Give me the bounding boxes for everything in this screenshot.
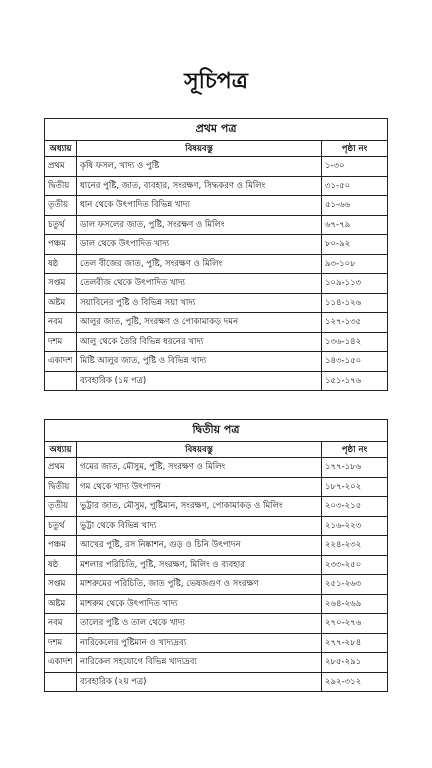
subject-cell: তেলবীজ থেকে উৎপাদিত খাদ্য xyxy=(77,274,322,294)
chapter-cell: দশম xyxy=(45,633,77,653)
table-row xyxy=(45,352,388,372)
page-range-cell: ২৫১-২৬৩ xyxy=(322,575,388,595)
subject-cell: ভুট্টার জাত, মৌসুম, পুষ্টিমান, সংরক্ষণ, পোকামাকড় ও মিলিং xyxy=(77,497,322,517)
subject-cell: আখের পুষ্টি, রস নিষ্কাশন, গুড় ও চিনি উৎপাদন xyxy=(77,536,322,556)
subject-cell: কৃষি ফসল, খাদ্য ও পুষ্টি xyxy=(77,157,322,177)
page-range-cell: ১৫১-১৭৬ xyxy=(322,371,388,391)
subject-cell: মশলার পরিচিতি, পুষ্টি, সংরক্ষণ, মিলিং ও ব্যবহার xyxy=(77,555,322,575)
table-row xyxy=(45,293,388,313)
subject-cell: নারিকেল সহযোগে বিভিন্ন খাদ্যদ্রব্য xyxy=(77,653,322,673)
chapter-column-header: অধ্যায় xyxy=(45,442,77,458)
subject-cell: আলুর জাত, পুষ্টি, সংরক্ষণ ও পোকামাকড় দমন xyxy=(77,313,322,333)
chapter-cell: চতুর্থ xyxy=(45,215,77,235)
table-row xyxy=(45,157,388,177)
page-range-cell: ২৭০-২৭৬ xyxy=(322,614,388,634)
table-row xyxy=(45,575,388,595)
page-range-cell: ১২৭-১৩৫ xyxy=(322,313,388,333)
subject-cell: ভুট্টা থেকে বিভিন্ন খাদ্য xyxy=(77,516,322,536)
page-range-cell: ২৭৭-২৮৪ xyxy=(322,633,388,653)
page-column-header: পৃষ্ঠা নং xyxy=(322,141,388,157)
subject-cell: তালের পুষ্টি ও তাল থেকে খাদ্য xyxy=(77,614,322,634)
subject-cell: আলু থেকে তৈরি বিভিন্ন ধরনের খাদ্য xyxy=(77,332,322,352)
chapter-column-header: অধ্যায় xyxy=(45,141,77,157)
toc-table-part-2 xyxy=(44,419,388,692)
table-row xyxy=(45,633,388,653)
part-title: দ্বিতীয় পত্র xyxy=(45,420,388,442)
subject-cell: সয়াবিনের পুষ্টি ও বিভিন্ন সয়া খাদ্য xyxy=(77,293,322,313)
chapter-cell xyxy=(45,371,77,391)
chapter-cell: একাদশ xyxy=(45,653,77,673)
page-range-cell: ৯৩-১০৮ xyxy=(322,254,388,274)
subject-cell: গমের জাত, মৌসুম, পুষ্টি, সংরক্ষণ ও মিলিং xyxy=(77,458,322,478)
part-header-row xyxy=(45,119,388,141)
table-row xyxy=(45,536,388,556)
column-header-row xyxy=(45,141,388,157)
table-row xyxy=(45,371,388,391)
chapter-cell: ষষ্ঠ xyxy=(45,555,77,575)
page-range-cell: ২০৩-২১৫ xyxy=(322,497,388,517)
table-row xyxy=(45,254,388,274)
page-title: সূচিপত্র xyxy=(184,69,248,94)
subject-cell: ডাল থেকে উৎপাদিত খাদ্য xyxy=(77,235,322,255)
page-range-cell: ৬৭-৭৯ xyxy=(322,215,388,235)
page-range-cell: ৩১-৫০ xyxy=(322,176,388,196)
page-range-cell: ১৮৭-২০২ xyxy=(322,477,388,497)
table-row xyxy=(45,313,388,333)
page-range-cell: ১১৪-১২৬ xyxy=(322,293,388,313)
table-row xyxy=(45,497,388,517)
subject-cell: মাশরুমের পরিচিতি, জাত পুষ্টি, ভেষজগুণ ও সংরক্ষণ xyxy=(77,575,322,595)
table-row xyxy=(45,614,388,634)
table-row xyxy=(45,555,388,575)
chapter-cell: ষষ্ঠ xyxy=(45,254,77,274)
chapter-cell: একাদশ xyxy=(45,352,77,372)
subject-cell: তেল বীজের জাত, পুষ্টি, সংরক্ষণ ও মিলিং xyxy=(77,254,322,274)
chapter-cell: নবম xyxy=(45,313,77,333)
subject-cell: ধান থেকে উৎপাদিত বিভিন্ন খাদ্য xyxy=(77,196,322,216)
page-range-cell: ১৩৬-১৪২ xyxy=(322,332,388,352)
column-header-row xyxy=(45,442,388,458)
chapter-cell: প্রথম xyxy=(45,157,77,177)
subject-cell: ব্যবহারিক (১ম পত্র) xyxy=(77,371,322,391)
page-range-cell: ২১৬-২২৩ xyxy=(322,516,388,536)
page-range-cell: ১৭৭-১৮৬ xyxy=(322,458,388,478)
table-row xyxy=(45,516,388,536)
chapter-cell: দ্বিতীয় xyxy=(45,176,77,196)
subject-cell: মাশরুম থেকে উৎপাদিত খাদ্য xyxy=(77,594,322,614)
subject-cell: ব্যবহারিক (২য় পত্র) xyxy=(77,672,322,692)
table-row xyxy=(45,594,388,614)
part-title: প্রথম পত্র xyxy=(45,119,388,141)
page-range-cell: ২২৪-২৩২ xyxy=(322,536,388,556)
subject-column-header: বিষয়বস্তু xyxy=(77,442,322,458)
page-range-cell: ২৮৫-২৯১ xyxy=(322,653,388,673)
chapter-cell: সপ্তম xyxy=(45,575,77,595)
table-row xyxy=(45,332,388,352)
subject-cell: গম থেকে খাদ্য উৎপাদন xyxy=(77,477,322,497)
chapter-cell: সপ্তম xyxy=(45,274,77,294)
subject-cell: নারিকেলের পুষ্টিমান ও খাদ্যদ্রব্য xyxy=(77,633,322,653)
chapter-cell: প্রথম xyxy=(45,458,77,478)
table-row xyxy=(45,653,388,673)
table-row xyxy=(45,458,388,478)
table-row xyxy=(45,176,388,196)
table-row xyxy=(45,274,388,294)
part-header-row xyxy=(45,420,388,442)
page-range-cell: ২৯২-৩১২ xyxy=(322,672,388,692)
chapter-cell: দশম xyxy=(45,332,77,352)
chapter-cell xyxy=(45,672,77,692)
subject-column-header: বিষয়বস্তু xyxy=(77,141,322,157)
chapter-cell: পঞ্চম xyxy=(45,235,77,255)
page-range-cell: ২৩৩-২৫০ xyxy=(322,555,388,575)
page-range-cell: ৮০-৯২ xyxy=(322,235,388,255)
chapter-cell: পঞ্চম xyxy=(45,536,77,556)
table-row xyxy=(45,196,388,216)
toc-table-part-1 xyxy=(44,118,388,391)
chapter-cell: নবম xyxy=(45,614,77,634)
chapter-cell: অষ্টম xyxy=(45,594,77,614)
table-row xyxy=(45,477,388,497)
page-range-cell: ১-৩০ xyxy=(322,157,388,177)
page-range-cell: ১৪৩-১৫০ xyxy=(322,352,388,372)
page-range-cell: ১০৯-১১৩ xyxy=(322,274,388,294)
chapter-cell: তৃতীয় xyxy=(45,497,77,517)
chapter-cell: চতুর্থ xyxy=(45,516,77,536)
page-range-cell: ২৬৪-২৬৯ xyxy=(322,594,388,614)
table-row xyxy=(45,672,388,692)
chapter-cell: অষ্টম xyxy=(45,293,77,313)
chapter-cell: তৃতীয় xyxy=(45,196,77,216)
subject-cell: মিষ্টি আলুর জাত, পুষ্টি ও বিভিন্ন খাদ্য xyxy=(77,352,322,372)
subject-cell: ডাল ফসলের জাত, পুষ্টি, সংরক্ষণ ও মিলিং xyxy=(77,215,322,235)
table-row xyxy=(45,215,388,235)
page-column-header: পৃষ্ঠা নং xyxy=(322,442,388,458)
table-row xyxy=(45,235,388,255)
chapter-cell: দ্বিতীয় xyxy=(45,477,77,497)
subject-cell: ধানের পুষ্টি, জাত, ব্যবহার, সংরক্ষণ, সিদ্ধকরণ ও মিলিং xyxy=(77,176,322,196)
page-range-cell: ৫১-৬৬ xyxy=(322,196,388,216)
